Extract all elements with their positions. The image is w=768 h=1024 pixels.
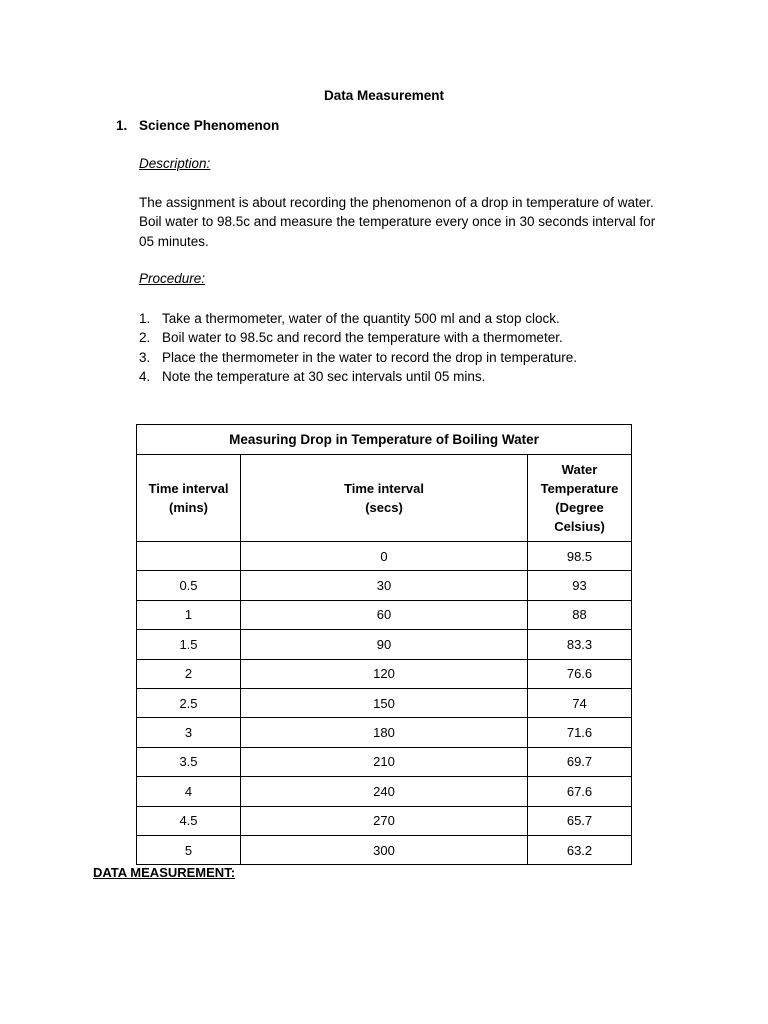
cell-secs: 240 (241, 777, 528, 806)
cell-mins: 4.5 (137, 806, 241, 835)
table-row (137, 688, 632, 717)
header-secs (241, 455, 528, 542)
cell-mins: 2.5 (137, 688, 241, 717)
cell-secs: 270 (241, 806, 528, 835)
header-mins-line2: (mins) (169, 500, 208, 515)
step-text: Place the thermometer in the water to record the drop in temperature. (162, 349, 577, 365)
header-temp-line3: (Degree (555, 500, 604, 515)
step-number: 4. (139, 368, 151, 384)
cell-secs: 210 (241, 747, 528, 776)
table-row (137, 835, 632, 864)
cell-temp: 83.3 (528, 630, 632, 659)
cell-mins: 3 (137, 718, 241, 747)
procedure-heading: Procedure: (139, 271, 206, 286)
table-header-row (137, 455, 632, 542)
step-text: Boil water to 98.5c and record the temperature with a thermometer. (162, 330, 563, 346)
header-temp-line2: Temperature (540, 481, 619, 496)
header-mins-line1: Time interval (148, 481, 229, 496)
data-measurement-heading: DATA MEASUREMENT: (93, 865, 236, 880)
description-heading: Description: (139, 156, 211, 171)
header-temp-line1: Water (561, 462, 598, 477)
document-title: Data Measurement (323, 88, 445, 103)
header-secs-line1: Time interval (344, 481, 424, 496)
table-row (137, 542, 632, 571)
header-mins (137, 455, 241, 542)
section-title: Science Phenomenon (139, 118, 280, 133)
table-row (137, 718, 632, 747)
table-row (137, 806, 632, 835)
step-text: Take a thermometer, water of the quantity 500 ml and a stop clock. (162, 311, 560, 326)
cell-temp: 74 (528, 688, 632, 717)
procedure-step (139, 348, 577, 367)
section-heading (116, 118, 279, 133)
cell-temp: 67.6 (528, 777, 632, 806)
cell-temp: 63.2 (528, 835, 632, 864)
table-row (137, 630, 632, 659)
header-temp-line4: Celsius) (554, 519, 605, 534)
cell-temp: 88 (528, 600, 632, 629)
table-row (137, 600, 632, 629)
table-row (137, 747, 632, 776)
table-caption: Measuring Drop in Temperature of Boiling Water (137, 425, 632, 455)
cell-mins: 2 (137, 659, 241, 688)
procedure-list (139, 309, 577, 386)
cell-temp: 71.6 (528, 718, 632, 747)
cell-secs: 300 (241, 835, 528, 864)
cell-mins: 1.5 (137, 630, 241, 659)
cell-mins (137, 542, 241, 571)
cell-secs: 120 (241, 659, 528, 688)
step-text: Note the temperature at 30 sec intervals until 05 mins. (162, 368, 486, 384)
cell-secs: 0 (241, 542, 528, 571)
table-row (137, 777, 632, 806)
cell-mins: 3.5 (137, 747, 241, 776)
temperature-table (136, 424, 632, 865)
cell-secs: 30 (241, 571, 528, 600)
procedure-step (139, 367, 577, 386)
cell-temp: 93 (528, 571, 632, 600)
cell-temp: 76.6 (528, 659, 632, 688)
table-row (137, 659, 632, 688)
cell-mins: 0.5 (137, 571, 241, 600)
cell-secs: 60 (241, 600, 528, 629)
cell-secs: 90 (241, 630, 528, 659)
cell-mins: 4 (137, 777, 241, 806)
cell-secs: 180 (241, 718, 528, 747)
cell-secs: 150 (241, 688, 528, 717)
procedure-step (139, 328, 577, 347)
cell-mins: 5 (137, 835, 241, 864)
step-number: 1. (139, 311, 151, 326)
description-text: The assignment is about recording the phenomenon of a drop in temperature of water. Boil water to 98.5c and measure the temperature every once in 30 seconds interval for 05 minutes. (139, 195, 656, 249)
step-number: 2. (139, 330, 151, 346)
table-row (137, 571, 632, 600)
section-number: 1. (116, 118, 128, 133)
step-number: 3. (139, 349, 151, 365)
cell-mins: 1 (137, 600, 241, 629)
procedure-step (139, 309, 577, 328)
header-secs-line2: (secs) (365, 500, 403, 515)
cell-temp: 98.5 (528, 542, 632, 571)
cell-temp: 69.7 (528, 747, 632, 776)
cell-temp: 65.7 (528, 806, 632, 835)
header-temp (528, 455, 632, 542)
